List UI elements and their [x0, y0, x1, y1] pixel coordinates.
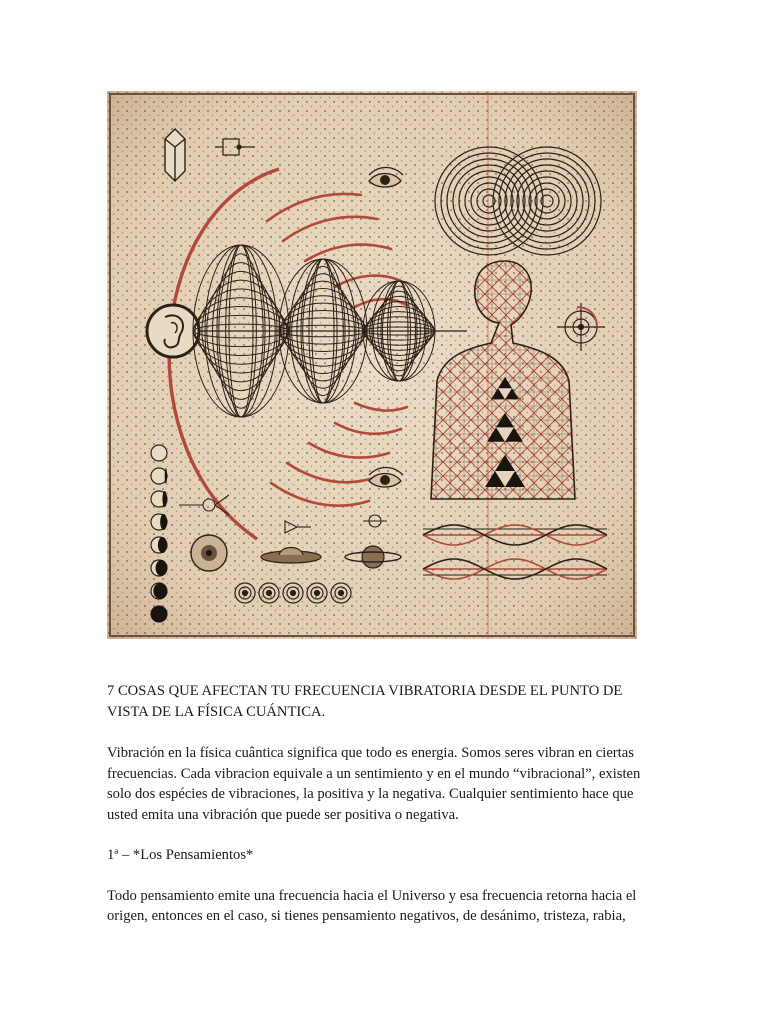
paragraph-line: Vibración en la física cuântica significa que todo es energia. Somos seres vibran en ciertas [107, 745, 634, 761]
planet-icon [191, 535, 227, 571]
section-heading: 1ª – *Los Pensamientos* [107, 847, 254, 863]
paragraph-line: solo dos espécies de vibraciones, la positiva y la negativa. Cualquier sentimiento hace que [107, 786, 634, 802]
paragraph-line: Todo pensamiento emite una frecuencia hacia el Universo y esa frecuencia retorna hacia el [107, 887, 637, 904]
article-title [107, 681, 667, 722]
paragraph-line: origen, entonces en el caso, si tienes pensamiento negativos, de desánimo, tristeza, rabia, [107, 908, 626, 924]
paragraph-line: frecuencias. Cada vibracion equivale a un sentimiento y en el mundo “vibracional”, existen [107, 765, 641, 782]
vibration-illustration [107, 91, 637, 639]
article-body [107, 681, 667, 927]
paragraph-line: usted emita una vibración que puede ser positiva o negativa. [107, 806, 459, 823]
crystal-icon [165, 129, 185, 181]
title-line: VISTA DE LA FÍSICA CUÁNTICA. [107, 703, 326, 720]
ear-icon [147, 305, 199, 357]
intro-paragraph [107, 743, 667, 825]
section-paragraph [107, 886, 667, 927]
title-line: 7 COSAS QUE AFECTAN TU FRECUENCIA VIBRATORIA DESDE EL PUNTO DE [107, 683, 623, 699]
